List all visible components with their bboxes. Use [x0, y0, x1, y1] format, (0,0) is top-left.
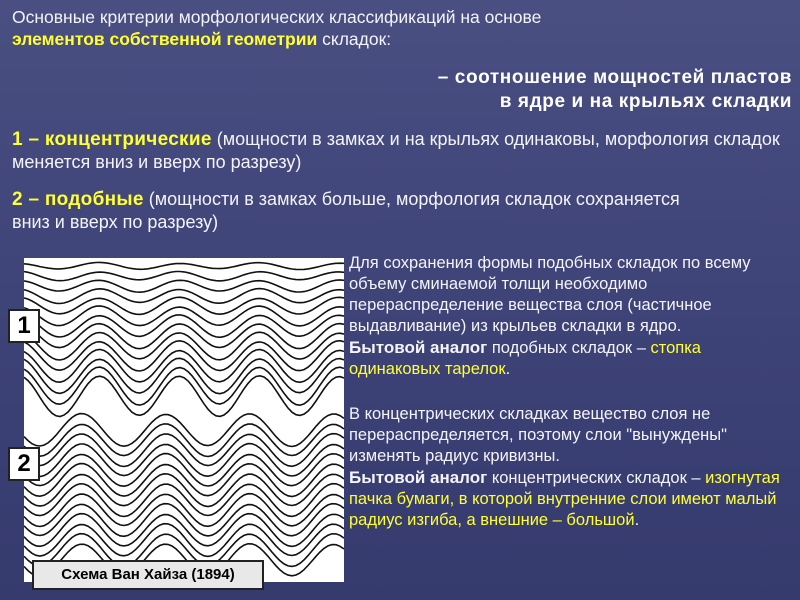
analog-heading-similar: Бытовой аналог [349, 338, 488, 357]
analog-end-concentric: . [634, 511, 640, 529]
intro-line1: Основные критерии морфологических классификаций на основе [12, 7, 542, 27]
figure-label-2: 2 [8, 447, 40, 481]
item-concentric-text: (мощности в замках и на крыльях одинаковы, морфология складок меняется вниз и вверх по разрезу) [12, 129, 780, 172]
item-similar-head: 2 – подобные [12, 189, 144, 210]
fold-layer-line [24, 262, 344, 269]
criterion-line1: – соотношение мощностей пластов [437, 67, 792, 88]
paragraph-concentric [349, 404, 794, 531]
criterion-heading [272, 66, 792, 114]
fold-layer-line [24, 444, 344, 477]
paragraph-similar-text: Для сохранения формы подобных складок по всему объему сминаемой толщи необходимо перераспределение вещества слоя (частичное выдавливание) из крыльев складки в ядро. [349, 254, 751, 335]
fold-diagram-svg [24, 258, 344, 582]
fold-layer-line [24, 474, 344, 507]
fold-layer-line [24, 434, 344, 467]
intro-text [12, 6, 652, 50]
analog-example-concentric: изогнутая пачка бумаги, в которой внутренние слои имеют малый радиус изгиба, а внешние – большой [349, 469, 780, 529]
fold-layer-line [24, 341, 344, 371]
fold-diagram [24, 258, 344, 582]
analog-text-similar: подобных складок – [487, 339, 651, 357]
fold-layer-line [24, 289, 344, 304]
fold-layer-line [24, 494, 344, 527]
fold-layer-line [24, 504, 344, 537]
fold-layer-line [24, 484, 344, 517]
item-concentric [12, 128, 782, 173]
intro-tail: складок: [317, 29, 392, 49]
analog-text-concentric: концентрических складок – [487, 469, 706, 487]
item-similar [12, 188, 712, 233]
fold-layer-line [24, 514, 344, 547]
fold-layer-line [24, 464, 344, 497]
figure-label-1: 1 [8, 309, 40, 343]
item-concentric-head: 1 – концентрические [12, 129, 212, 150]
figure-caption: Схема Ван Хайза (1894) [32, 560, 264, 590]
item-similar-text: (мощности в замках больше, морфология складок сохраняется вниз и вверх по разрезу) [12, 189, 680, 232]
analog-heading-concentric: Бытовой аналог [349, 468, 488, 487]
fold-layer-line [24, 272, 344, 281]
analog-example-similar: стопка одинаковых тарелок [349, 339, 701, 378]
fold-layer-line [24, 414, 344, 447]
fold-layer-line [24, 524, 344, 557]
intro-emphasis: элементов собственной геометрии [12, 29, 318, 49]
paragraph-similar [349, 253, 794, 380]
paragraph-concentric-text: В концентрических складках вещество слоя не перераспределяется, поэтому слои "вынуждены" изменять радиус кривизны. [349, 405, 727, 465]
analog-end-similar: . [505, 360, 511, 378]
fold-layer-line [24, 424, 344, 457]
criterion-line2: в ядре и на крыльях складки [499, 91, 792, 112]
